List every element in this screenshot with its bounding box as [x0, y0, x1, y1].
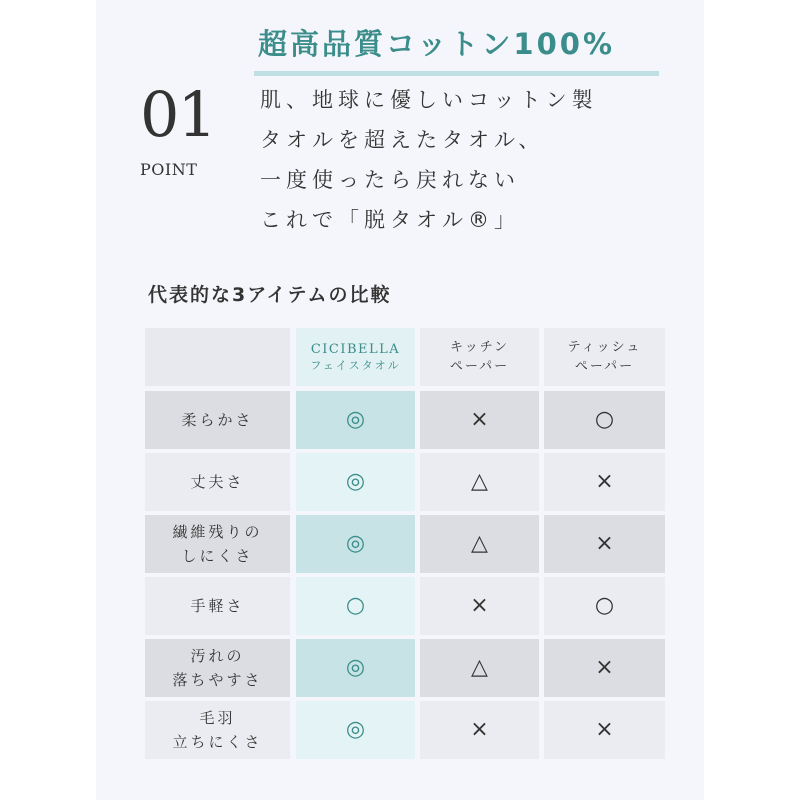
- point-label: POINT: [140, 160, 198, 179]
- header-blank-cell: [145, 328, 290, 386]
- mark-cell: [296, 577, 415, 635]
- mark-cell: [296, 515, 415, 573]
- mark-cell: [544, 453, 665, 511]
- mark-cell: [544, 515, 665, 573]
- row-label-text: 柔らかさ: [181, 411, 254, 429]
- mark-cell: [420, 577, 539, 635]
- rating-mark: ×: [595, 655, 614, 680]
- row-label-durability: [145, 453, 290, 511]
- rating-mark: ×: [595, 469, 614, 494]
- column-header-cicibella: [296, 328, 415, 386]
- intro-text: [260, 80, 680, 240]
- column-header-line: キッチン: [449, 340, 510, 355]
- intro-line: タオルを超えたタオル、: [260, 128, 545, 152]
- mark-cell: [296, 639, 415, 697]
- mark-cell: [544, 701, 665, 759]
- row-label-text: 立ちにくさ: [172, 733, 263, 751]
- column-header-tissue-paper: [544, 328, 665, 386]
- rating-mark: ◎: [345, 655, 366, 680]
- mark-cell: [420, 639, 539, 697]
- row-label-softness: [145, 391, 290, 449]
- rating-mark: ◎: [345, 407, 366, 432]
- column-header-line: ペーパー: [574, 359, 635, 374]
- intro-line: 一度使ったら戻れない: [260, 168, 520, 192]
- row-label-text: しにくさ: [181, 547, 254, 565]
- rating-mark: △: [471, 655, 488, 680]
- mark-cell: [420, 391, 539, 449]
- mark-cell: [296, 701, 415, 759]
- mark-cell: [420, 515, 539, 573]
- point-number: 01: [140, 78, 215, 151]
- rating-mark: ×: [470, 593, 489, 618]
- mark-cell: [420, 453, 539, 511]
- rating-mark: ○: [594, 593, 615, 618]
- column-header-kitchen-paper: [420, 328, 539, 386]
- row-label-lint-resistance: [145, 515, 290, 573]
- comparison-title: 代表的な3アイテムの比較: [148, 284, 392, 306]
- row-label-convenience: [145, 577, 290, 635]
- rating-mark: ○: [345, 593, 366, 618]
- mark-cell: [420, 701, 539, 759]
- rating-mark: ◎: [345, 717, 366, 742]
- column-header-line: ティッシュ: [567, 340, 642, 355]
- rating-mark: ×: [595, 717, 614, 742]
- row-label-text: 繊維残りの: [172, 523, 263, 541]
- row-label-fuzz-resistance: [145, 701, 290, 759]
- rating-mark: ×: [595, 531, 614, 556]
- rating-mark: ×: [470, 717, 489, 742]
- mark-cell: [544, 577, 665, 635]
- rating-mark: ◎: [345, 469, 366, 494]
- rating-mark: ×: [470, 407, 489, 432]
- row-label-text: 丈夫さ: [190, 473, 245, 491]
- row-label-text: 毛羽: [199, 709, 236, 727]
- mark-cell: [296, 391, 415, 449]
- column-header-line: ペーパー: [449, 359, 510, 374]
- headline: 超高品質コットン100%: [258, 27, 616, 61]
- row-label-stain-removal: [145, 639, 290, 697]
- mark-cell: [544, 391, 665, 449]
- intro-line: 肌、地球に優しいコットン製: [260, 88, 598, 112]
- intro-line: これで「脱タオル®」: [260, 208, 520, 232]
- rating-mark: ◎: [345, 531, 366, 556]
- cicibella-name: CICIBELLA: [310, 342, 401, 357]
- mark-cell: [544, 639, 665, 697]
- rating-mark: △: [471, 469, 488, 494]
- row-label-text: 手軽さ: [190, 597, 245, 615]
- rating-mark: ○: [594, 407, 615, 432]
- row-label-text: 落ちやすさ: [172, 671, 263, 689]
- mark-cell: [296, 453, 415, 511]
- cicibella-sub: フェイスタオル: [310, 359, 401, 372]
- headline-underline: [254, 71, 659, 76]
- rating-mark: △: [471, 531, 488, 556]
- row-label-text: 汚れの: [190, 647, 245, 665]
